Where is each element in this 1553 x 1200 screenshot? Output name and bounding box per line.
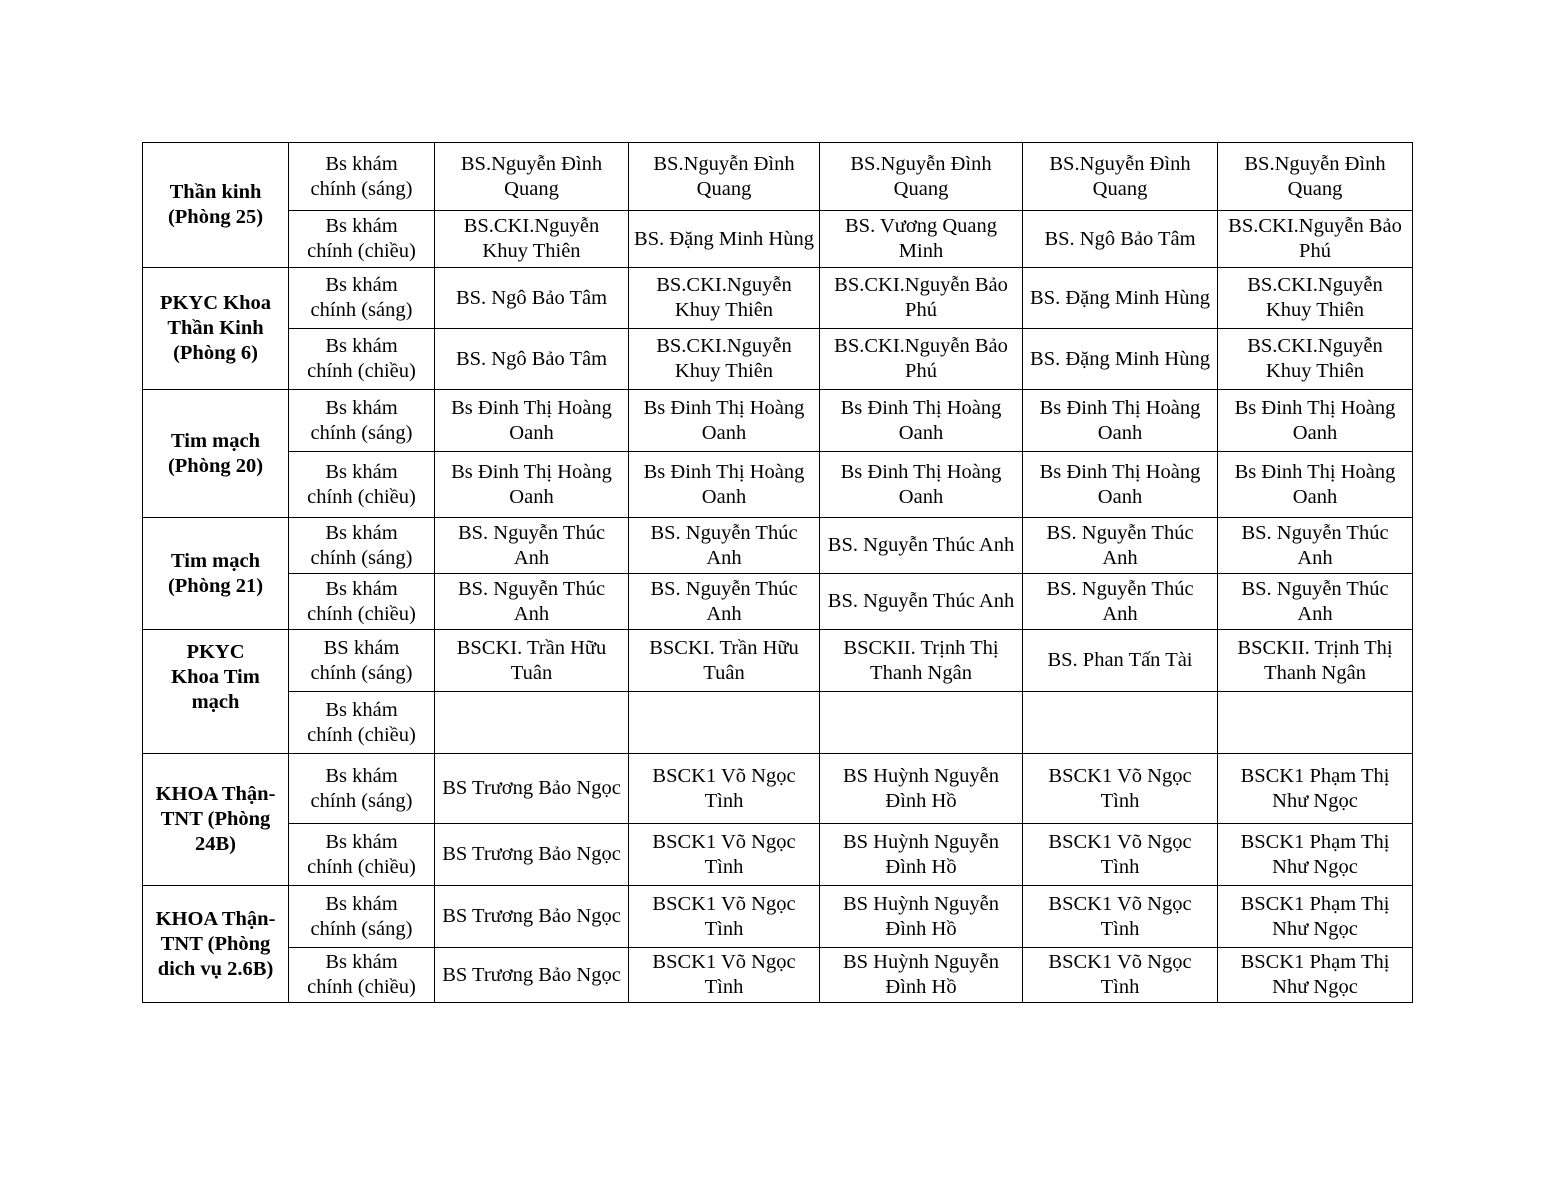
doctor-cell: BS.Nguyễn Đình Quang — [1218, 143, 1413, 211]
doctor-cell: BSCKI. Trần Hữu Tuân — [629, 630, 820, 692]
doctor-cell: BS.CKI.Nguyễn Khuy Thiên — [1218, 268, 1413, 329]
shift-label-cell — [289, 824, 435, 886]
doctor-cell: BS.CKI.Nguyễn Bảo Phú — [820, 329, 1023, 390]
shift-label-cell — [289, 268, 435, 329]
doctor-cell: BS Trương Bảo Ngọc — [435, 886, 629, 948]
doctor-cell: BS. Nguyễn Thúc Anh — [1218, 518, 1413, 574]
shift-label-cell — [289, 390, 435, 452]
schedule-row-morning — [143, 518, 1413, 574]
schedule-row-afternoon — [143, 329, 1413, 390]
doctor-cell: Bs Đinh Thị Hoàng Oanh — [1023, 390, 1218, 452]
department-name: PKYC Khoa Thần Kinh (Phòng 6) — [159, 292, 272, 364]
shift-label-cell — [289, 329, 435, 390]
shift-label: Bs khám chính (chiều) — [307, 577, 416, 625]
shift-label-cell — [289, 754, 435, 824]
doctor-cell: BS. Ngô Bảo Tâm — [435, 329, 629, 390]
doctor-cell: BSCKII. Trịnh Thị Thanh Ngân — [1218, 630, 1413, 692]
department-name: KHOA Thận-TNT (Phòng 24B) — [155, 783, 276, 855]
shift-label: Bs khám chính (sáng) — [310, 892, 413, 940]
doctor-cell: BS.Nguyễn Đình Quang — [435, 143, 629, 211]
doctor-cell: BSCK1 Phạm Thị Như Ngọc — [1218, 948, 1413, 1003]
shift-label: Bs khám chính (sáng) — [310, 274, 413, 321]
doctor-cell: BSCK1 Võ Ngọc Tình — [1023, 886, 1218, 948]
schedule-row-afternoon — [143, 824, 1413, 886]
doctor-cell: BSCK1 Võ Ngọc Tình — [1023, 948, 1218, 1003]
doctor-cell: BS Trương Bảo Ngọc — [435, 754, 629, 824]
doctor-cell: BS.CKI.Nguyễn Khuy Thiên — [629, 268, 820, 329]
doctor-cell — [629, 692, 820, 754]
doctor-cell: BS Huỳnh Nguyễn Đình Hồ — [820, 948, 1023, 1003]
doctor-cell: BSCK1 Võ Ngọc Tình — [1023, 754, 1218, 824]
doctor-cell: BS. Ngô Bảo Tâm — [435, 268, 629, 329]
department-name-cell — [143, 518, 289, 630]
schedule-row-morning — [143, 268, 1413, 329]
shift-label-cell — [289, 574, 435, 630]
department-name-cell — [143, 886, 289, 1003]
schedule-row-afternoon — [143, 211, 1413, 268]
doctor-cell: BSCK1 Võ Ngọc Tình — [629, 948, 820, 1003]
schedule-row-morning — [143, 390, 1413, 452]
doctor-cell: BS Huỳnh Nguyễn Đình Hồ — [820, 824, 1023, 886]
doctor-cell: BS.CKI.Nguyễn Khuy Thiên — [1218, 329, 1413, 390]
schedule-row-afternoon — [143, 948, 1413, 1003]
department-name: Tim mạch (Phòng 21) — [167, 549, 264, 597]
department-name-cell — [143, 754, 289, 886]
shift-label-cell — [289, 630, 435, 692]
doctor-cell: BSCK1 Phạm Thị Như Ngọc — [1218, 754, 1413, 824]
department-name-cell — [143, 143, 289, 268]
shift-label-cell — [289, 948, 435, 1003]
doctor-cell: BS. Đặng Minh Hùng — [1023, 329, 1218, 390]
shift-label: Bs khám chính (sáng) — [310, 152, 413, 200]
shift-label: Bs khám chính (sáng) — [310, 521, 413, 569]
doctor-cell: BS. Nguyễn Thúc Anh — [820, 518, 1023, 574]
shift-label-cell — [289, 886, 435, 948]
doctor-cell: BS Trương Bảo Ngọc — [435, 824, 629, 886]
doctor-cell: BSCK1 Phạm Thị Như Ngọc — [1218, 824, 1413, 886]
schedule-row-morning — [143, 886, 1413, 948]
department-name-cell — [143, 390, 289, 518]
doctor-cell — [820, 692, 1023, 754]
schedule-row-morning — [143, 630, 1413, 692]
schedule-row-afternoon — [143, 692, 1413, 754]
doctor-cell — [1023, 692, 1218, 754]
shift-label: Bs khám chính (sáng) — [310, 396, 413, 444]
department-name-cell — [143, 630, 289, 754]
shift-label: Bs khám chính (sáng) — [310, 764, 413, 812]
shift-label-cell — [289, 143, 435, 211]
department-name: Tim mạch (Phòng 20) — [167, 429, 264, 477]
schedule-row-morning — [143, 754, 1413, 824]
doctor-cell: Bs Đinh Thị Hoàng Oanh — [435, 452, 629, 518]
doctor-cell: BSCK1 Võ Ngọc Tình — [1023, 824, 1218, 886]
doctor-cell — [1218, 692, 1413, 754]
doctor-cell: BS. Nguyễn Thúc Anh — [629, 574, 820, 630]
doctor-cell: Bs Đinh Thị Hoàng Oanh — [629, 452, 820, 518]
doctor-cell: BS Huỳnh Nguyễn Đình Hồ — [820, 754, 1023, 824]
doctor-cell: BS. Nguyễn Thúc Anh — [435, 574, 629, 630]
doctor-cell: BS. Nguyễn Thúc Anh — [435, 518, 629, 574]
doctor-cell: BS. Đặng Minh Hùng — [1023, 268, 1218, 329]
doctor-cell — [435, 692, 629, 754]
shift-label: Bs khám chính (chiều) — [307, 951, 416, 998]
shift-label: Bs khám chính (chiều) — [307, 830, 416, 878]
doctor-cell: BS.Nguyễn Đình Quang — [1023, 143, 1218, 211]
shift-label-cell — [289, 452, 435, 518]
shift-label: Bs khám chính (chiều) — [307, 460, 416, 508]
shift-label: Bs khám chính (chiều) — [307, 335, 416, 382]
department-name: PKYC Khoa Tim mạch — [171, 641, 260, 713]
doctor-cell: BS. Ngô Bảo Tâm — [1023, 211, 1218, 268]
doctor-schedule-table — [142, 142, 1413, 1003]
doctor-cell: BS. Phan Tấn Tài — [1023, 630, 1218, 692]
doctor-cell: Bs Đinh Thị Hoàng Oanh — [629, 390, 820, 452]
schedule-row-afternoon — [143, 574, 1413, 630]
doctor-cell: BSCK1 Phạm Thị Như Ngọc — [1218, 886, 1413, 948]
doctor-cell: BS.Nguyễn Đình Quang — [629, 143, 820, 211]
doctor-cell: BSCK1 Võ Ngọc Tình — [629, 754, 820, 824]
doctor-cell: Bs Đinh Thị Hoàng Oanh — [820, 452, 1023, 518]
doctor-cell: BS.Nguyễn Đình Quang — [820, 143, 1023, 211]
doctor-cell: BS Trương Bảo Ngọc — [435, 948, 629, 1003]
doctor-cell: BS. Nguyễn Thúc Anh — [629, 518, 820, 574]
doctor-cell: BSCK1 Võ Ngọc Tình — [629, 886, 820, 948]
shift-label: BS khám chính (sáng) — [310, 636, 413, 684]
shift-label-cell — [289, 518, 435, 574]
doctor-cell: BSCK1 Võ Ngọc Tình — [629, 824, 820, 886]
department-name-cell — [143, 268, 289, 390]
shift-label-cell — [289, 692, 435, 754]
shift-label-cell — [289, 211, 435, 268]
doctor-cell: BS.CKI.Nguyễn Bảo Phú — [1218, 211, 1413, 268]
doctor-cell: BS. Đặng Minh Hùng — [629, 211, 820, 268]
schedule-row-afternoon — [143, 452, 1413, 518]
doctor-cell: Bs Đinh Thị Hoàng Oanh — [435, 390, 629, 452]
doctor-cell: Bs Đinh Thị Hoàng Oanh — [1023, 452, 1218, 518]
doctor-cell: BS. Nguyễn Thúc Anh — [1218, 574, 1413, 630]
doctor-cell: BSCKI. Trần Hữu Tuân — [435, 630, 629, 692]
doctor-cell: Bs Đinh Thị Hoàng Oanh — [1218, 452, 1413, 518]
doctor-cell: Bs Đinh Thị Hoàng Oanh — [820, 390, 1023, 452]
doctor-cell: Bs Đinh Thị Hoàng Oanh — [1218, 390, 1413, 452]
shift-label: Bs khám chính (chiều) — [307, 698, 416, 746]
schedule-row-morning — [143, 143, 1413, 211]
doctor-cell: BSCKII. Trịnh Thị Thanh Ngân — [820, 630, 1023, 692]
department-name: KHOA Thận-TNT (Phòng dich vụ 2.6B) — [155, 907, 276, 980]
doctor-cell: BS. Nguyễn Thúc Anh — [820, 574, 1023, 630]
doctor-cell: BS.CKI.Nguyễn Khuy Thiên — [629, 329, 820, 390]
doctor-cell: BS.CKI.Nguyễn Bảo Phú — [820, 268, 1023, 329]
doctor-cell: BS. Vương Quang Minh — [820, 211, 1023, 268]
doctor-cell: BS Huỳnh Nguyễn Đình Hồ — [820, 886, 1023, 948]
shift-label: Bs khám chính (chiều) — [307, 215, 416, 262]
department-name: Thần kinh (Phòng 25) — [167, 181, 264, 228]
doctor-cell: BS.CKI.Nguyễn Khuy Thiên — [435, 211, 629, 268]
doctor-cell: BS. Nguyễn Thúc Anh — [1023, 574, 1218, 630]
doctor-cell: BS. Nguyễn Thúc Anh — [1023, 518, 1218, 574]
